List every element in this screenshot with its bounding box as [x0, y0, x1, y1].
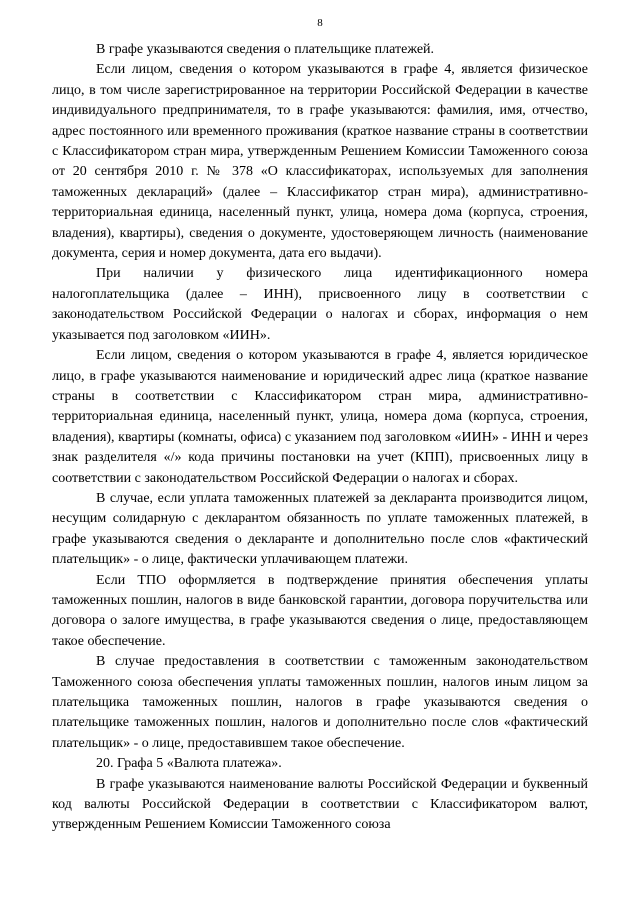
paragraph-legal-entity: Если лицом, сведения о котором указываются в графе 4, является юридическое лицо, в графе указываются наименование и юридический адрес лица (краткое название страны в соответствии с Классификатором стран мира, административно-территориальная единица, населенный пункт, улица, номера дома (корпуса, строения, владения), квартиры (комнаты, офиса) с указанием под заголовком «ИИН» - ИНН и через знак разделителя «/» кода причины постановки на учет (КПП), присвоенных лицу в соответствии с законодательством Российской Федерации о налогах и сборах.	[52, 348, 588, 486]
page-number: 8	[317, 17, 323, 29]
document-body	[52, 40, 588, 836]
paragraph-inn: При наличии у физического лица идентификационного номера налогоплательщика (далее – ИНН), присвоенного лицу в соответствии с законодательством Российской Федерации о налогах и сборах, информация о нем указывается под заголовком «ИИН».	[52, 266, 588, 343]
paragraph-joint-liability: В случае, если уплата таможенных платежей за декларанта производится лицом, несущим солидарную с декларантом обязанность по уплате таможенных платежей, в графе указываются сведения о декларанте и дополнительно после слов «фактический плательщик» - о лице, фактически уплачивающем платежи.	[52, 490, 588, 568]
paragraph-guarantee: Если ТПО оформляется в подтверждение принятия обеспечения уплаты таможенных пошлин, налогов в виде банковской гарантии, договора поручительства или договора о залоге имущества, в графе указываются сведения о лице, предоставляющем такое обеспечение.	[52, 572, 588, 649]
section-heading-column-5: 20. Графа 5 «Валюта платежа».	[96, 756, 282, 772]
paragraph-security-provider: В случае предоставления в соответствии с таможенным законодательством Таможенного союза обеспечения уплаты таможенных пошлин, налогов иным лицом за плательщика таможенных пошлин, налогов в графе указываются сведения о плательщике таможенных пошлин, налогов и дополнительно после слов «фактический плательщик» - о лице, предоставившем такое обеспечение.	[52, 654, 588, 751]
paragraph-currency: В графе указываются наименование валюты Российской Федерации и буквенный код валюты Российской Федерации в соответствии с Классификатором валют, утвержденным Решением Комиссии Таможенного союза	[52, 776, 588, 833]
paragraph-payer-info: В графе указываются сведения о плательщике платежей.	[96, 42, 435, 57]
paragraph-individual-person: Если лицом, сведения о котором указываются в графе 4, является физическое лицо, в том числе зарегистрированное на территории Российской Федерации в качестве индивидуального предпринимателя, то в графе указываются: фамилия, имя, отчество, адрес постоянного или временного проживания (краткое название страны в соответствии с Классификатором стран мира, утвержденным Решением Комиссии Таможенного союза от 20 сентября 2010 г. № 378 «О классификаторах, используемых для заполнения таможенных деклараций» (далее – Классификатор стран мира), административно-территориальная единица, населенный пункт, улица, номера дома (корпуса, строения, владения), квартиры), сведения о документе, удостоверяющем личность (наименование документа, серия и номер документа, дата его выдачи).	[52, 62, 588, 262]
